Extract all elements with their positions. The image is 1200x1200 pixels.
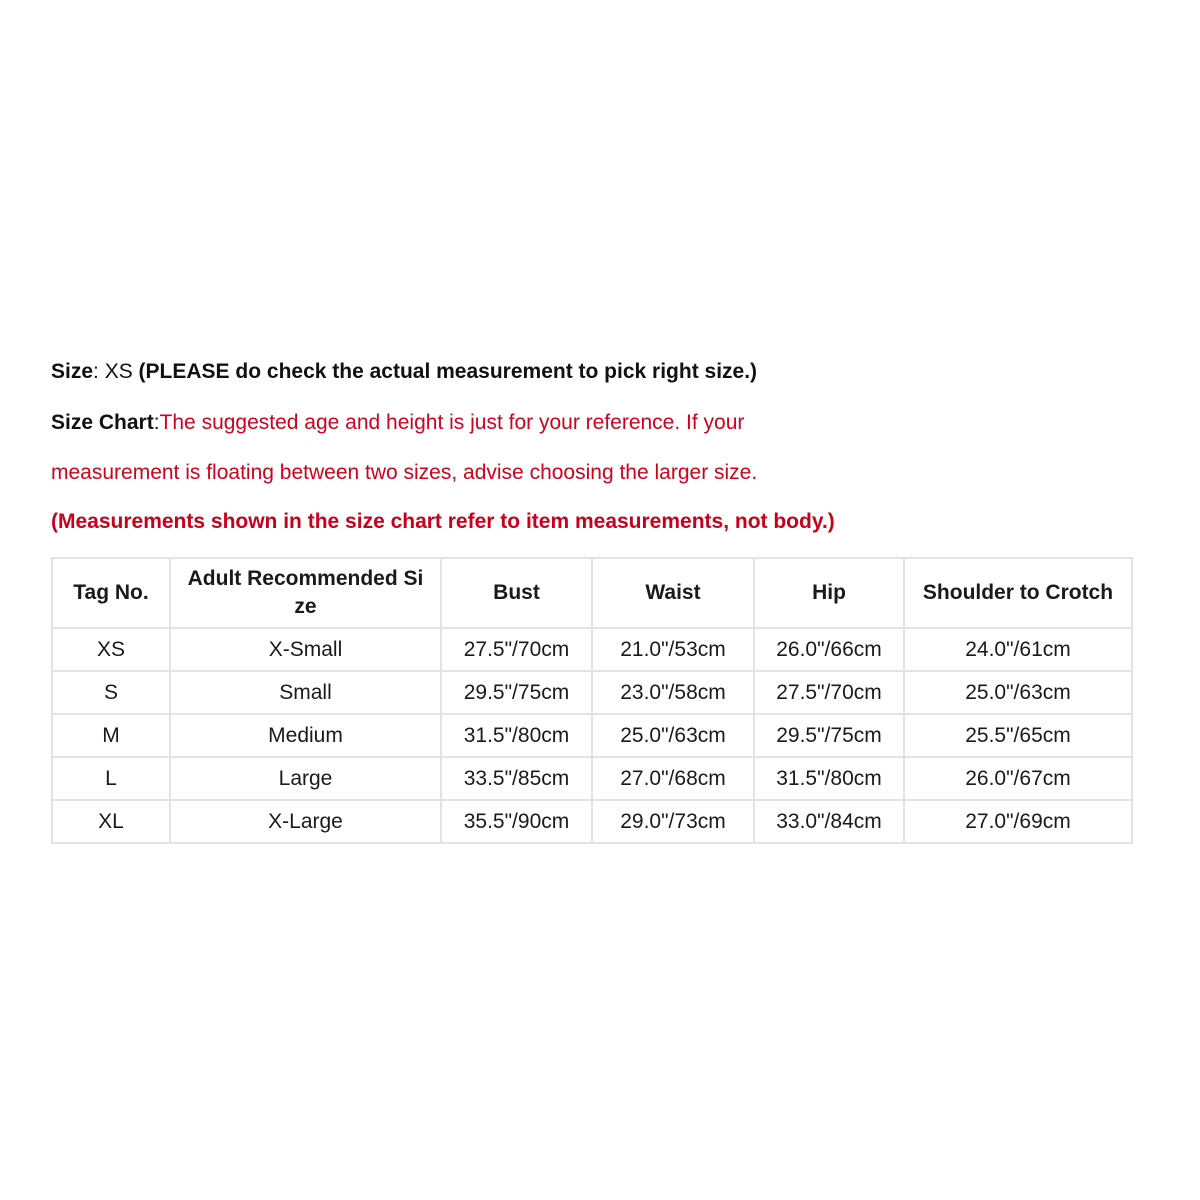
header-recommended-size-line2: ze [294,595,317,618]
cell-bust: 27.5"/70cm [441,628,592,671]
size-chart-note-line2: measurement is floating between two sizes, advise choosing the larger size. [51,461,758,484]
table-row [52,800,1132,843]
header-tag-no: Tag No. [52,558,170,628]
cell-shoulder-to-crotch: 25.0"/63cm [904,671,1132,714]
table-row [52,757,1132,800]
header-hip: Hip [754,558,904,628]
cell-shoulder-to-crotch: 26.0"/67cm [904,757,1132,800]
cell-hip: 26.0"/66cm [754,628,904,671]
cell-waist: 25.0"/63cm [592,714,754,757]
cell-size: X-Small [170,628,441,671]
header-recommended-size-line1: Adult Recommended Si [187,567,424,590]
cell-hip: 31.5"/80cm [754,757,904,800]
cell-waist: 29.0"/73cm [592,800,754,843]
header-shoulder-to-crotch: Shoulder to Crotch [904,558,1132,628]
size-label: Size [51,360,94,383]
cell-size: Small [170,671,441,714]
measurement-note: (Measurements shown in the size chart refer to item measurements, not body.) [51,510,835,533]
cell-waist: 23.0"/58cm [592,671,754,714]
cell-hip: 27.5"/70cm [754,671,904,714]
cell-tag: XS [52,628,170,671]
size-chart-label: Size Chart [51,411,154,434]
cell-waist: 21.0"/53cm [592,628,754,671]
cell-bust: 31.5"/80cm [441,714,592,757]
size-chart-table [51,557,1133,844]
header-waist: Waist [592,558,754,628]
cell-size: Large [170,757,441,800]
cell-shoulder-to-crotch: 25.5"/65cm [904,714,1132,757]
header-recommended-size [170,558,441,628]
cell-tag: M [52,714,170,757]
table-header-row [52,558,1132,628]
cell-tag: XL [52,800,170,843]
cell-size: X-Large [170,800,441,843]
selected-size-line [51,360,757,384]
table-row [52,671,1132,714]
size-value: XS [104,360,133,383]
cell-shoulder-to-crotch: 27.0"/69cm [904,800,1132,843]
cell-size: Medium [170,714,441,757]
cell-hip: 33.0"/84cm [754,800,904,843]
cell-bust: 33.5"/85cm [441,757,592,800]
cell-shoulder-to-crotch: 24.0"/61cm [904,628,1132,671]
cell-waist: 27.0"/68cm [592,757,754,800]
cell-hip: 29.5"/75cm [754,714,904,757]
size-chart-note-line1: The suggested age and height is just for your reference. If your [159,411,745,434]
size-separator: : [93,360,105,383]
size-note: (PLEASE do check the actual measurement to pick right size.) [132,360,758,383]
table-row [52,714,1132,757]
cell-tag: S [52,671,170,714]
cell-bust: 35.5"/90cm [441,800,592,843]
size-chart-line [51,411,744,435]
cell-bust: 29.5"/75cm [441,671,592,714]
table-row [52,628,1132,671]
header-bust: Bust [441,558,592,628]
size-chart-separator: : [153,411,160,434]
cell-tag: L [52,757,170,800]
